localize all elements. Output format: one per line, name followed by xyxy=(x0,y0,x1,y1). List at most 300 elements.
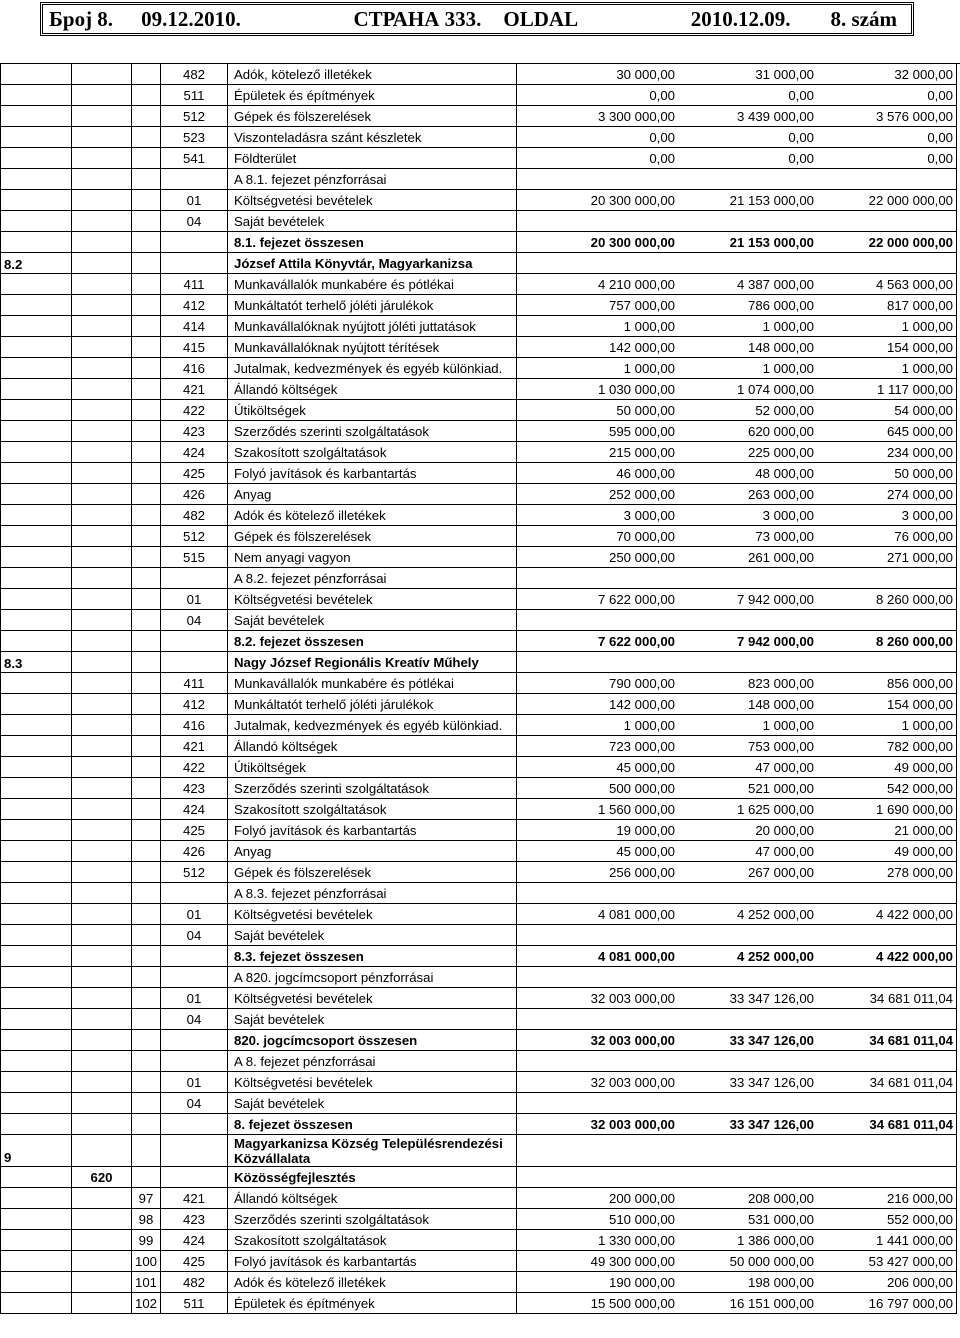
table-row xyxy=(0,736,960,757)
amount-2012-cell: 1 386 000,00 xyxy=(678,1230,817,1251)
amount-2012-cell: 0,00 xyxy=(678,127,817,148)
description-cell: Adók és kötelező illetékek xyxy=(228,1272,517,1293)
code-cell xyxy=(161,1135,228,1167)
amount-2011-cell xyxy=(517,1009,678,1030)
position-cell xyxy=(132,715,161,736)
description-cell: Földterület xyxy=(228,148,517,169)
code-cell xyxy=(161,652,228,673)
amount-2011-cell: 0,00 xyxy=(517,127,678,148)
position-cell xyxy=(132,274,161,295)
section-cell xyxy=(0,883,72,904)
amount-2011-cell xyxy=(517,169,678,190)
amount-2011-cell: 250 000,00 xyxy=(517,547,678,568)
position-cell xyxy=(132,1009,161,1030)
position-cell xyxy=(132,946,161,967)
table-row xyxy=(0,610,960,631)
amount-2013-cell: 1 117 000,00 xyxy=(817,379,957,400)
amount-2011-cell: 595 000,00 xyxy=(517,421,678,442)
amount-2012-cell xyxy=(678,1135,817,1167)
position-cell xyxy=(132,1135,161,1167)
description-cell: Költségvetési bevételek xyxy=(228,904,517,925)
amount-2013-cell: 1 000,00 xyxy=(817,316,957,337)
table-row xyxy=(0,316,960,337)
code-cell xyxy=(161,568,228,589)
description-cell: Állandó költségek xyxy=(228,736,517,757)
program-cell xyxy=(72,862,132,883)
amount-2013-cell: 1 441 000,00 xyxy=(817,1230,957,1251)
program-cell xyxy=(72,148,132,169)
code-cell: 412 xyxy=(161,694,228,715)
amount-2012-cell: 73 000,00 xyxy=(678,526,817,547)
description-cell: Anyag xyxy=(228,841,517,862)
description-cell: Saját bevételek xyxy=(228,211,517,232)
code-cell: 421 xyxy=(161,736,228,757)
code-cell: 426 xyxy=(161,484,228,505)
amount-2011-cell: 32 003 000,00 xyxy=(517,1072,678,1093)
program-cell xyxy=(72,841,132,862)
amount-2012-cell: 0,00 xyxy=(678,148,817,169)
description-cell: 8. fejezet összesen xyxy=(228,1114,517,1135)
amount-2013-cell xyxy=(817,610,957,631)
position-cell xyxy=(132,673,161,694)
amount-2011-cell: 142 000,00 xyxy=(517,694,678,715)
code-cell: 511 xyxy=(161,85,228,106)
amount-2012-cell: 4 252 000,00 xyxy=(678,904,817,925)
amount-2013-cell: 21 000,00 xyxy=(817,820,957,841)
amount-2013-cell: 8 260 000,00 xyxy=(817,631,957,652)
amount-2013-cell: 274 000,00 xyxy=(817,484,957,505)
amount-2011-cell xyxy=(517,925,678,946)
amount-2011-cell: 4 210 000,00 xyxy=(517,274,678,295)
code-cell: 01 xyxy=(161,1072,228,1093)
amount-2011-cell: 3 000,00 xyxy=(517,505,678,526)
section-cell xyxy=(0,190,72,211)
position-cell xyxy=(132,925,161,946)
issue-label-sr: Број 8. xyxy=(49,6,114,31)
section-cell xyxy=(0,358,72,379)
issue-label-hu xyxy=(830,7,897,32)
position-cell xyxy=(132,526,161,547)
section-cell xyxy=(0,232,72,253)
position-cell xyxy=(132,841,161,862)
amount-2013-cell xyxy=(817,1167,957,1188)
description-cell: A 8. fejezet pénzforrásai xyxy=(228,1051,517,1072)
code-cell: 411 xyxy=(161,274,228,295)
position-cell xyxy=(132,442,161,463)
code-cell: 423 xyxy=(161,1209,228,1230)
amount-2011-cell: 0,00 xyxy=(517,85,678,106)
amount-2012-cell: 3 000,00 xyxy=(678,505,817,526)
program-cell xyxy=(72,1209,132,1230)
table-row xyxy=(0,547,960,568)
section-cell xyxy=(0,1251,72,1272)
description-cell: Folyó javítások és karbantartás xyxy=(228,1251,517,1272)
position-cell xyxy=(132,988,161,1009)
amount-2012-cell: 47 000,00 xyxy=(678,757,817,778)
amount-2011-cell xyxy=(517,1167,678,1188)
amount-2011-cell: 757 000,00 xyxy=(517,295,678,316)
amount-2011-cell: 15 500 000,00 xyxy=(517,1293,678,1314)
program-cell xyxy=(72,988,132,1009)
page-header xyxy=(40,2,914,36)
position-cell xyxy=(132,85,161,106)
program-cell xyxy=(72,1251,132,1272)
amount-2013-cell: 3 000,00 xyxy=(817,505,957,526)
amount-2011-cell: 1 000,00 xyxy=(517,358,678,379)
position-cell xyxy=(132,169,161,190)
position-cell xyxy=(132,463,161,484)
position-cell xyxy=(132,610,161,631)
program-cell xyxy=(72,778,132,799)
amount-2012-cell xyxy=(678,1009,817,1030)
section-cell xyxy=(0,589,72,610)
amount-2011-cell xyxy=(517,211,678,232)
amount-2012-cell: 225 000,00 xyxy=(678,442,817,463)
position-cell xyxy=(132,505,161,526)
program-cell xyxy=(72,883,132,904)
section-cell xyxy=(0,1051,72,1072)
table-row xyxy=(0,526,960,547)
table-row xyxy=(0,421,960,442)
code-cell: 426 xyxy=(161,841,228,862)
table-row xyxy=(0,1293,960,1314)
program-cell xyxy=(72,505,132,526)
amount-2013-cell xyxy=(817,1051,957,1072)
amount-2013-cell: 1 000,00 xyxy=(817,715,957,736)
section-cell xyxy=(0,400,72,421)
position-cell xyxy=(132,1093,161,1114)
program-cell xyxy=(72,1272,132,1293)
section-cell xyxy=(0,1093,72,1114)
amount-2013-cell xyxy=(817,568,957,589)
section-cell xyxy=(0,673,72,694)
code-cell: 425 xyxy=(161,1251,228,1272)
position-cell: 97 xyxy=(132,1188,161,1209)
description-cell: 8.2. fejezet összesen xyxy=(228,631,517,652)
amount-2011-cell: 1 560 000,00 xyxy=(517,799,678,820)
description-cell: Saját bevételek xyxy=(228,610,517,631)
amount-2011-cell: 4 081 000,00 xyxy=(517,946,678,967)
amount-2013-cell: 542 000,00 xyxy=(817,778,957,799)
amount-2013-cell: 3 576 000,00 xyxy=(817,106,957,127)
section-cell xyxy=(0,442,72,463)
amount-2012-cell: 198 000,00 xyxy=(678,1272,817,1293)
position-cell: 99 xyxy=(132,1230,161,1251)
description-cell: Épületek és építmények xyxy=(228,85,517,106)
table-row xyxy=(0,1209,960,1230)
amount-2012-cell: 4 252 000,00 xyxy=(678,946,817,967)
amount-2011-cell: 20 300 000,00 xyxy=(517,232,678,253)
amount-2011-cell: 46 000,00 xyxy=(517,463,678,484)
section-cell xyxy=(0,967,72,988)
section-cell xyxy=(0,169,72,190)
amount-2012-cell: 1 000,00 xyxy=(678,316,817,337)
position-cell xyxy=(132,253,161,274)
amount-2013-cell: 817 000,00 xyxy=(817,295,957,316)
position-cell xyxy=(132,358,161,379)
description-cell: Gépek és fölszerelések xyxy=(228,862,517,883)
position-cell xyxy=(132,1167,161,1188)
amount-2012-cell: 48 000,00 xyxy=(678,463,817,484)
description-cell: Költségvetési bevételek xyxy=(228,589,517,610)
program-cell xyxy=(72,694,132,715)
code-cell: 422 xyxy=(161,400,228,421)
table-row xyxy=(0,106,960,127)
section-cell xyxy=(0,316,72,337)
amount-2012-cell: 208 000,00 xyxy=(678,1188,817,1209)
amount-2013-cell: 4 422 000,00 xyxy=(817,946,957,967)
table-row xyxy=(0,757,960,778)
table-row xyxy=(0,568,960,589)
program-cell xyxy=(72,946,132,967)
description-cell: Szerződés szerinti szolgáltatások xyxy=(228,778,517,799)
amount-2012-cell: 52 000,00 xyxy=(678,400,817,421)
program-cell xyxy=(72,274,132,295)
amount-2013-cell: 53 427 000,00 xyxy=(817,1251,957,1272)
table-row xyxy=(0,862,960,883)
description-cell: Munkáltatót terhelő jóléti járulékok xyxy=(228,295,517,316)
amount-2013-cell xyxy=(817,1093,957,1114)
program-cell xyxy=(72,337,132,358)
position-cell xyxy=(132,106,161,127)
position-cell xyxy=(132,568,161,589)
amount-2011-cell: 1 000,00 xyxy=(517,715,678,736)
amount-2011-cell xyxy=(517,253,678,274)
table-row xyxy=(0,85,960,106)
amount-2011-cell: 215 000,00 xyxy=(517,442,678,463)
amount-2011-cell: 190 000,00 xyxy=(517,1272,678,1293)
position-cell xyxy=(132,631,161,652)
issue-word: szám xyxy=(851,6,897,31)
position-cell xyxy=(132,862,161,883)
amount-2012-cell: 753 000,00 xyxy=(678,736,817,757)
description-cell: Saját bevételek xyxy=(228,1093,517,1114)
section-cell xyxy=(0,925,72,946)
code-cell: 512 xyxy=(161,106,228,127)
section-cell xyxy=(0,1230,72,1251)
table-row xyxy=(0,904,960,925)
amount-2012-cell: 20 000,00 xyxy=(678,820,817,841)
table-row xyxy=(0,358,960,379)
amount-2011-cell: 723 000,00 xyxy=(517,736,678,757)
section-cell xyxy=(0,1209,72,1230)
code-cell xyxy=(161,1051,228,1072)
program-cell xyxy=(72,190,132,211)
program-cell xyxy=(72,379,132,400)
table-row xyxy=(0,925,960,946)
description-cell: Adók, kötelező illetékek xyxy=(228,64,517,85)
table-row xyxy=(0,463,960,484)
amount-2013-cell xyxy=(817,1009,957,1030)
description-cell: Saját bevételek xyxy=(228,1009,517,1030)
code-cell: 04 xyxy=(161,1093,228,1114)
table-row xyxy=(0,778,960,799)
amount-2013-cell: 34 681 011,04 xyxy=(817,988,957,1009)
description-cell: Gépek és fölszerelések xyxy=(228,526,517,547)
table-row xyxy=(0,694,960,715)
amount-2012-cell: 148 000,00 xyxy=(678,694,817,715)
section-cell xyxy=(0,1114,72,1135)
code-cell: 515 xyxy=(161,547,228,568)
description-cell: Magyarkanizsa Község Településrendezési Közvállalata xyxy=(228,1135,517,1167)
description-cell: Saját bevételek xyxy=(228,925,517,946)
amount-2013-cell xyxy=(817,169,957,190)
amount-2011-cell: 32 003 000,00 xyxy=(517,988,678,1009)
code-cell: 414 xyxy=(161,316,228,337)
amount-2013-cell xyxy=(817,925,957,946)
section-cell xyxy=(0,148,72,169)
code-cell: 411 xyxy=(161,673,228,694)
section-cell xyxy=(0,127,72,148)
table-row xyxy=(0,127,960,148)
amount-2011-cell xyxy=(517,568,678,589)
position-cell: 100 xyxy=(132,1251,161,1272)
amount-2013-cell: 16 797 000,00 xyxy=(817,1293,957,1314)
amount-2012-cell: 1 074 000,00 xyxy=(678,379,817,400)
amount-2011-cell: 19 000,00 xyxy=(517,820,678,841)
amount-2013-cell xyxy=(817,253,957,274)
amount-2011-cell: 790 000,00 xyxy=(517,673,678,694)
amount-2013-cell: 49 000,00 xyxy=(817,757,957,778)
position-cell xyxy=(132,295,161,316)
position-cell xyxy=(132,652,161,673)
table-row xyxy=(0,841,960,862)
amount-2011-cell: 50 000,00 xyxy=(517,400,678,421)
program-cell xyxy=(72,1051,132,1072)
table-row xyxy=(0,1251,960,1272)
section-cell xyxy=(0,463,72,484)
amount-2011-cell: 32 003 000,00 xyxy=(517,1114,678,1135)
program-cell xyxy=(72,904,132,925)
table-row xyxy=(0,148,960,169)
amount-2013-cell: 54 000,00 xyxy=(817,400,957,421)
amount-2013-cell: 49 000,00 xyxy=(817,841,957,862)
code-cell: 04 xyxy=(161,925,228,946)
date-left: 09.12.2010. xyxy=(141,6,241,31)
code-cell: 482 xyxy=(161,505,228,526)
description-cell: Jutalmak, kedvezmények és egyéb különkiad. xyxy=(228,715,517,736)
section-cell xyxy=(0,631,72,652)
program-cell xyxy=(72,757,132,778)
description-cell: Nem anyagi vagyon xyxy=(228,547,517,568)
amount-2012-cell: 823 000,00 xyxy=(678,673,817,694)
code-cell: 04 xyxy=(161,610,228,631)
section-cell xyxy=(0,1188,72,1209)
code-cell: 425 xyxy=(161,463,228,484)
amount-2013-cell: 22 000 000,00 xyxy=(817,232,957,253)
table-row xyxy=(0,484,960,505)
amount-2012-cell: 7 942 000,00 xyxy=(678,589,817,610)
amount-2012-cell: 0,00 xyxy=(678,85,817,106)
amount-2011-cell: 500 000,00 xyxy=(517,778,678,799)
table-row xyxy=(0,967,960,988)
program-cell xyxy=(72,1230,132,1251)
description-cell: 8.1. fejezet összesen xyxy=(228,232,517,253)
code-cell xyxy=(161,169,228,190)
amount-2012-cell xyxy=(678,1167,817,1188)
program-cell xyxy=(72,295,132,316)
table-row xyxy=(0,1272,960,1293)
description-cell: Jutalmak, kedvezmények és egyéb különkiad. xyxy=(228,358,517,379)
amount-2011-cell xyxy=(517,652,678,673)
program-cell xyxy=(72,568,132,589)
program-cell xyxy=(72,1009,132,1030)
description-cell: Épületek és építmények xyxy=(228,1293,517,1314)
description-cell: A 8.1. fejezet pénzforrásai xyxy=(228,169,517,190)
position-cell xyxy=(132,211,161,232)
amount-2012-cell xyxy=(678,652,817,673)
amount-2011-cell: 45 000,00 xyxy=(517,841,678,862)
amount-2013-cell: 32 000,00 xyxy=(817,64,957,85)
header-left-group xyxy=(49,7,241,32)
amount-2012-cell: 31 000,00 xyxy=(678,64,817,85)
description-cell: Anyag xyxy=(228,484,517,505)
description-cell: Folyó javítások és karbantartás xyxy=(228,463,517,484)
table-row xyxy=(0,1188,960,1209)
code-cell: 423 xyxy=(161,421,228,442)
table-row xyxy=(0,274,960,295)
amount-2012-cell: 786 000,00 xyxy=(678,295,817,316)
code-cell: 01 xyxy=(161,988,228,1009)
section-cell xyxy=(0,946,72,967)
amount-2011-cell: 49 300 000,00 xyxy=(517,1251,678,1272)
amount-2011-cell xyxy=(517,883,678,904)
amount-2012-cell: 1 625 000,00 xyxy=(678,799,817,820)
program-cell xyxy=(72,652,132,673)
amount-2011-cell xyxy=(517,1135,678,1167)
section-cell xyxy=(0,295,72,316)
amount-2013-cell: 216 000,00 xyxy=(817,1188,957,1209)
section-cell xyxy=(0,85,72,106)
amount-2012-cell: 261 000,00 xyxy=(678,547,817,568)
amount-2011-cell: 1 330 000,00 xyxy=(517,1230,678,1251)
description-cell: Útiköltségek xyxy=(228,757,517,778)
section-cell xyxy=(0,505,72,526)
position-cell xyxy=(132,778,161,799)
amount-2011-cell xyxy=(517,1093,678,1114)
table-row xyxy=(0,1114,960,1135)
position-cell xyxy=(132,484,161,505)
amount-2012-cell: 1 000,00 xyxy=(678,358,817,379)
table-row xyxy=(0,631,960,652)
amount-2013-cell: 234 000,00 xyxy=(817,442,957,463)
description-cell: A 8.3. fejezet pénzforrásai xyxy=(228,883,517,904)
amount-2011-cell: 7 622 000,00 xyxy=(517,589,678,610)
amount-2012-cell: 263 000,00 xyxy=(678,484,817,505)
code-cell: 512 xyxy=(161,526,228,547)
section-cell xyxy=(0,274,72,295)
program-cell xyxy=(72,1293,132,1314)
description-cell: Szerződés szerinti szolgáltatások xyxy=(228,1209,517,1230)
table-row xyxy=(0,715,960,736)
section-cell xyxy=(0,694,72,715)
code-cell: 424 xyxy=(161,799,228,820)
description-cell: Viszonteladásra szánt készletek xyxy=(228,127,517,148)
code-cell xyxy=(161,883,228,904)
code-cell xyxy=(161,967,228,988)
amount-2012-cell: 47 000,00 xyxy=(678,841,817,862)
program-cell xyxy=(72,673,132,694)
code-cell: 482 xyxy=(161,1272,228,1293)
page-word-hu: OLDAL xyxy=(503,6,579,31)
code-cell: 421 xyxy=(161,379,228,400)
position-cell xyxy=(132,337,161,358)
amount-2011-cell xyxy=(517,967,678,988)
section-cell xyxy=(0,778,72,799)
table-row xyxy=(0,337,960,358)
amount-2013-cell: 4 563 000,00 xyxy=(817,274,957,295)
description-cell: Szakosított szolgáltatások xyxy=(228,442,517,463)
